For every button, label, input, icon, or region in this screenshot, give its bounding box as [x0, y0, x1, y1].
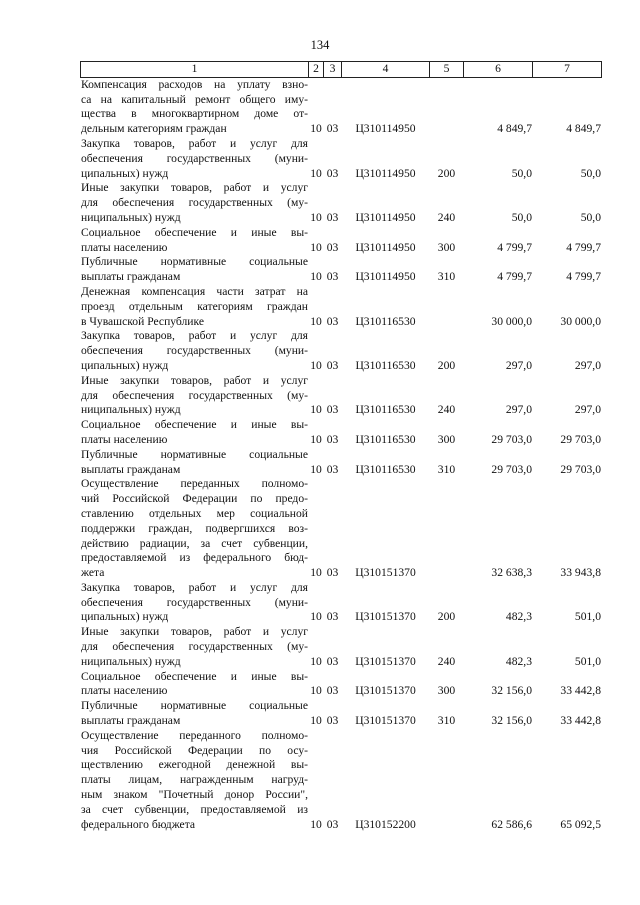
- row-name: [81, 699, 309, 729]
- subsection-code: 03: [326, 610, 339, 624]
- expense-type-code: 300: [437, 240, 456, 254]
- row-name-line: Иные закупки товаров, работ и услуг: [81, 625, 308, 639]
- section-code: 10: [310, 314, 322, 328]
- row-name-line: Публичные нормативные социальные: [81, 447, 308, 461]
- row-name: [81, 374, 309, 418]
- row-name-line: ным знаком "Почетный донор России",: [81, 788, 308, 802]
- table-row: [81, 329, 602, 373]
- row-name-line: предоставляемой из федерального бюд-: [81, 551, 308, 565]
- row-name-line: выплаты гражданам: [81, 462, 181, 476]
- row-name: [81, 181, 309, 225]
- amount-year-1: 32 156,0: [491, 684, 532, 698]
- amount-year-2: 297,0: [574, 358, 601, 372]
- expense-type-code: 240: [437, 210, 456, 224]
- row-name-line: для обеспечения государственных (му-: [81, 640, 308, 654]
- amount-year-1: 4 799,7: [497, 240, 532, 254]
- expense-type-code: 200: [437, 358, 456, 372]
- row-name-line: ниципальных) нужд: [81, 210, 181, 224]
- expense-type-code: 310: [437, 270, 456, 284]
- section-code: 10: [310, 654, 322, 668]
- table-row: [81, 418, 602, 448]
- expense-type-code: 310: [437, 462, 456, 476]
- row-name: [81, 137, 309, 181]
- table-row: [81, 137, 602, 181]
- table-row: [81, 226, 602, 256]
- subsection-code: 03: [326, 817, 339, 831]
- row-name-line: ниципальных) нужд: [81, 403, 181, 417]
- row-name-line: для обеспечения государственных (му-: [81, 388, 308, 402]
- subsection-code: 03: [326, 314, 339, 328]
- row-name-line: действию радиации, за счет субвенции,: [81, 536, 308, 550]
- amount-year-2: 33 943,8: [560, 566, 601, 580]
- target-article-code: Ц310151370: [355, 566, 416, 580]
- row-name-line: ставлению отдельных мер социальной: [81, 506, 308, 520]
- expense-type-code: 300: [437, 684, 456, 698]
- expense-type-code: 310: [437, 714, 456, 728]
- amount-year-1: 297,0: [505, 358, 532, 372]
- row-name-line: Социальное обеспечение и иные вы-: [81, 418, 308, 432]
- row-name-line: ципальных) нужд: [81, 358, 169, 372]
- row-name-line: ниципальных) нужд: [81, 654, 181, 668]
- row-name: [81, 285, 309, 329]
- row-name-line: Осуществление переданных полномо-: [81, 477, 308, 491]
- row-name-line: для обеспечения государственных (му-: [81, 196, 308, 210]
- column-header: 1: [81, 62, 309, 78]
- row-name-line: ципальных) нужд: [81, 610, 169, 624]
- amount-year-2: 4 799,7: [566, 270, 601, 284]
- table-row: [81, 374, 602, 418]
- amount-year-1: 482,3: [505, 654, 532, 668]
- row-name: [81, 670, 309, 700]
- section-code: 10: [310, 610, 322, 624]
- row-name-line: выплаты гражданам: [81, 714, 181, 728]
- row-name-line: са на капитальный ремонт общего иму-: [81, 92, 308, 106]
- amount-year-2: 29 703,0: [560, 462, 601, 476]
- subsection-code: 03: [326, 122, 339, 136]
- section-code: 10: [310, 566, 322, 580]
- section-code: 10: [310, 166, 322, 180]
- target-article-code: Ц310116530: [355, 314, 416, 328]
- row-name: [81, 226, 309, 256]
- target-article-code: Ц310114950: [355, 240, 416, 254]
- subsection-code: 03: [326, 210, 339, 224]
- table-row: [81, 255, 602, 285]
- row-name-line: платы населению: [81, 432, 168, 446]
- row-name-line: поддержки граждан, подвергшихся воз-: [81, 521, 308, 535]
- row-name-line: за счет субвенции, предоставляемой из: [81, 802, 308, 816]
- table-row: [81, 477, 602, 581]
- amount-year-1: 4 849,7: [497, 122, 532, 136]
- column-header: 3: [324, 62, 342, 78]
- amount-year-1: 482,3: [505, 610, 532, 624]
- amount-year-1: 32 156,0: [491, 714, 532, 728]
- row-name-line: платы лицам, награжденным нагруд-: [81, 773, 308, 787]
- row-name: [81, 729, 309, 833]
- target-article-code: Ц310114950: [355, 166, 416, 180]
- row-name-line: обеспечения государственных (муни-: [81, 151, 308, 165]
- section-code: 10: [310, 684, 322, 698]
- row-name: [81, 255, 309, 285]
- column-header: 7: [533, 62, 602, 78]
- row-name-line: платы населению: [81, 240, 168, 254]
- row-name-line: Осуществление переданного полномо-: [81, 728, 308, 742]
- target-article-code: Ц310151370: [355, 714, 416, 728]
- section-code: 10: [310, 432, 322, 446]
- row-name-line: Социальное обеспечение и иные вы-: [81, 225, 308, 239]
- subsection-code: 03: [326, 166, 339, 180]
- page-number: 134: [310, 38, 330, 52]
- row-name-line: федерального бюджета: [81, 817, 196, 831]
- budget-table: [80, 61, 602, 832]
- target-article-code: Ц310152200: [355, 817, 416, 831]
- amount-year-1: 29 703,0: [491, 432, 532, 446]
- expense-type-code: 240: [437, 403, 456, 417]
- target-article-code: Ц310151370: [355, 684, 416, 698]
- row-name: [81, 448, 309, 478]
- section-code: 10: [310, 714, 322, 728]
- table-row: [81, 448, 602, 478]
- amount-year-2: 501,0: [574, 654, 601, 668]
- row-name: [81, 77, 309, 137]
- row-name-line: обеспечения государственных (муни-: [81, 595, 308, 609]
- section-code: 10: [310, 403, 322, 417]
- target-article-code: Ц310116530: [355, 432, 416, 446]
- amount-year-1: 62 586,6: [491, 817, 532, 831]
- column-header: 2: [309, 62, 324, 78]
- subsection-code: 03: [326, 654, 339, 668]
- subsection-code: 03: [326, 358, 339, 372]
- amount-year-1: 29 703,0: [491, 462, 532, 476]
- expense-type-code: 300: [437, 432, 456, 446]
- amount-year-2: 33 442,8: [560, 684, 601, 698]
- row-name-line: чий Российской Федерации по предо-: [81, 492, 308, 506]
- row-name-line: обеспечения государственных (муни-: [81, 344, 308, 358]
- amount-year-1: 297,0: [505, 403, 532, 417]
- row-name: [81, 477, 309, 581]
- column-header: 6: [464, 62, 533, 78]
- target-article-code: Ц310116530: [355, 462, 416, 476]
- expense-type-code: [430, 285, 464, 329]
- row-name-line: Публичные нормативные социальные: [81, 255, 308, 269]
- target-article-code: Ц310114950: [355, 210, 416, 224]
- section-code: 10: [310, 817, 322, 831]
- section-code: 10: [310, 122, 322, 136]
- target-article-code: Ц310114950: [355, 270, 416, 284]
- amount-year-1: 32 638,3: [491, 566, 532, 580]
- column-header: 4: [342, 62, 430, 78]
- column-header: 5: [430, 62, 464, 78]
- expense-type-code: [430, 477, 464, 581]
- row-name-line: Компенсация расходов на уплату взно-: [81, 77, 308, 91]
- table-row: [81, 77, 602, 137]
- target-article-code: Ц310116530: [355, 403, 416, 417]
- row-name-line: Социальное обеспечение и иные вы-: [81, 669, 308, 683]
- row-name-line: Закупка товаров, работ и услуг для: [81, 580, 308, 594]
- amount-year-2: 50,0: [580, 166, 601, 180]
- amount-year-2: 30 000,0: [560, 314, 601, 328]
- row-name-line: платы населению: [81, 684, 168, 698]
- subsection-code: 03: [326, 432, 339, 446]
- target-article-code: Ц310116530: [355, 358, 416, 372]
- expense-type-code: [430, 77, 464, 137]
- target-article-code: Ц310151370: [355, 610, 416, 624]
- expense-type-code: [430, 729, 464, 833]
- row-name: [81, 418, 309, 448]
- amount-year-2: 4 799,7: [566, 240, 601, 254]
- row-name-line: Закупка товаров, работ и услуг для: [81, 136, 308, 150]
- expense-type-code: 200: [437, 166, 456, 180]
- amount-year-2: 65 092,5: [560, 817, 601, 831]
- table-row: [81, 699, 602, 729]
- section-code: 10: [310, 210, 322, 224]
- amount-year-2: 297,0: [574, 403, 601, 417]
- row-name-line: щества в многоквартирном доме от-: [81, 107, 308, 121]
- subsection-code: 03: [326, 270, 339, 284]
- subsection-code: 03: [326, 240, 339, 254]
- subsection-code: 03: [326, 566, 339, 580]
- amount-year-1: 4 799,7: [497, 270, 532, 284]
- expense-type-code: 200: [437, 610, 456, 624]
- row-name: [81, 625, 309, 669]
- row-name: [81, 329, 309, 373]
- section-code: 10: [310, 462, 322, 476]
- row-name-line: Закупка товаров, работ и услуг для: [81, 329, 308, 343]
- table-row: [81, 581, 602, 625]
- row-name: [81, 581, 309, 625]
- row-name-line: ществлению ежегодной денежной вы-: [81, 758, 308, 772]
- amount-year-1: 30 000,0: [491, 314, 532, 328]
- section-code: 10: [310, 270, 322, 284]
- expense-type-code: 240: [437, 654, 456, 668]
- subsection-code: 03: [326, 684, 339, 698]
- row-name-line: выплаты гражданам: [81, 270, 181, 284]
- row-name-line: Иные закупки товаров, работ и услуг: [81, 373, 308, 387]
- table-row: [81, 181, 602, 225]
- amount-year-2: 50,0: [580, 210, 601, 224]
- table-header-row: [81, 62, 602, 78]
- row-name-line: дельным категориям граждан: [81, 122, 227, 136]
- row-name-line: в Чувашской Республике: [81, 314, 205, 328]
- row-name-line: жета: [81, 566, 105, 580]
- amount-year-2: 501,0: [574, 610, 601, 624]
- subsection-code: 03: [326, 403, 339, 417]
- amount-year-2: 33 442,8: [560, 714, 601, 728]
- section-code: 10: [310, 240, 322, 254]
- amount-year-1: 50,0: [511, 166, 532, 180]
- table-row: [81, 625, 602, 669]
- amount-year-1: 50,0: [511, 210, 532, 224]
- row-name-line: Публичные нормативные социальные: [81, 699, 308, 713]
- subsection-code: 03: [326, 714, 339, 728]
- subsection-code: 03: [326, 462, 339, 476]
- row-name-line: ципальных) нужд: [81, 166, 169, 180]
- target-article-code: Ц310114950: [355, 122, 416, 136]
- row-name-line: Денежная компенсация части затрат на: [81, 284, 308, 298]
- target-article-code: Ц310151370: [355, 654, 416, 668]
- section-code: 10: [310, 358, 322, 372]
- row-name-line: Иные закупки товаров, работ и услуг: [81, 181, 308, 195]
- table-row: [81, 670, 602, 700]
- row-name-line: проезд отдельным категориям граждан: [81, 299, 308, 313]
- row-name-line: чия Российской Федерации по осу-: [81, 743, 308, 757]
- amount-year-2: 29 703,0: [560, 432, 601, 446]
- table-row: [81, 285, 602, 329]
- table-row: [81, 729, 602, 833]
- amount-year-2: 4 849,7: [566, 122, 601, 136]
